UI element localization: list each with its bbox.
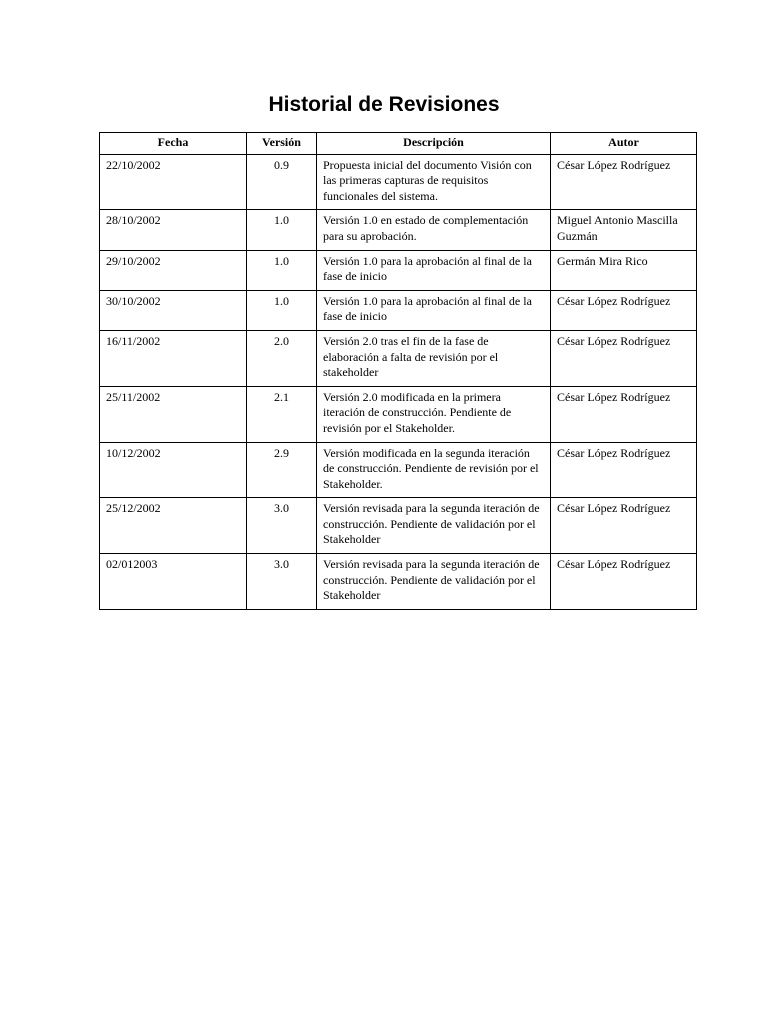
- cell-descripcion: Versión revisada para la segunda iteración de construcción. Pendiente de validación por el Stakeholder: [317, 498, 551, 554]
- cell-autor: César López Rodríguez: [551, 386, 697, 442]
- cell-fecha: 28/10/2002: [100, 210, 247, 250]
- table-row: [100, 386, 697, 442]
- cell-fecha: 29/10/2002: [100, 250, 247, 290]
- revision-history-table: [99, 132, 697, 610]
- cell-version: 1.0: [247, 290, 317, 330]
- cell-descripcion: Versión 1.0 para la aprobación al final de la fase de inicio: [317, 250, 551, 290]
- table-header: [100, 133, 697, 155]
- cell-autor: César López Rodríguez: [551, 290, 697, 330]
- cell-autor: César López Rodríguez: [551, 442, 697, 498]
- table-row: [100, 442, 697, 498]
- table-row: [100, 154, 697, 210]
- cell-fecha: 10/12/2002: [100, 442, 247, 498]
- cell-fecha: 25/12/2002: [100, 498, 247, 554]
- cell-autor: César López Rodríguez: [551, 554, 697, 610]
- cell-descripcion: Versión 2.0 modificada en la primera iteración de construcción. Pendiente de revisión por el Stakeholder.: [317, 386, 551, 442]
- table-header-row: [100, 133, 697, 155]
- cell-version: 3.0: [247, 554, 317, 610]
- table-row: [100, 210, 697, 250]
- cell-descripcion: Versión 2.0 tras el fin de la fase de elaboración a falta de revisión por el stakeholder: [317, 330, 551, 386]
- cell-autor: Miguel Antonio Mascilla Guzmán: [551, 210, 697, 250]
- cell-descripcion: Versión 1.0 en estado de complementación para su aprobación.: [317, 210, 551, 250]
- cell-autor: César López Rodríguez: [551, 154, 697, 210]
- cell-autor: César López Rodríguez: [551, 498, 697, 554]
- cell-fecha: 22/10/2002: [100, 154, 247, 210]
- cell-descripcion: Versión revisada para la segunda iteración de construcción. Pendiente de validación por el Stakeholder: [317, 554, 551, 610]
- table-row: [100, 330, 697, 386]
- cell-version: 1.0: [247, 210, 317, 250]
- cell-autor: Germán Mira Rico: [551, 250, 697, 290]
- cell-autor: César López Rodríguez: [551, 330, 697, 386]
- header-descripcion: Descripción: [317, 133, 551, 155]
- table-row: [100, 554, 697, 610]
- cell-descripcion: Versión modificada en la segunda iteración de construcción. Pendiente de revisión por el Stakeholder.: [317, 442, 551, 498]
- cell-fecha: 25/11/2002: [100, 386, 247, 442]
- cell-version: 2.9: [247, 442, 317, 498]
- header-version: Versión: [247, 133, 317, 155]
- table-row: [100, 250, 697, 290]
- cell-descripcion: Propuesta inicial del documento Visión con las primeras capturas de requisitos funcionales del sistema.: [317, 154, 551, 210]
- cell-fecha: 16/11/2002: [100, 330, 247, 386]
- header-autor: Autor: [551, 133, 697, 155]
- cell-version: 3.0: [247, 498, 317, 554]
- page-title: Historial de Revisiones: [268, 93, 500, 116]
- cell-version: 0.9: [247, 154, 317, 210]
- cell-fecha: 02/012003: [100, 554, 247, 610]
- table-body: [100, 154, 697, 609]
- cell-version: 2.1: [247, 386, 317, 442]
- cell-descripcion: Versión 1.0 para la aprobación al final de la fase de inicio: [317, 290, 551, 330]
- cell-version: 1.0: [247, 250, 317, 290]
- table-row: [100, 498, 697, 554]
- cell-fecha: 30/10/2002: [100, 290, 247, 330]
- header-fecha: Fecha: [100, 133, 247, 155]
- table-row: [100, 290, 697, 330]
- cell-version: 2.0: [247, 330, 317, 386]
